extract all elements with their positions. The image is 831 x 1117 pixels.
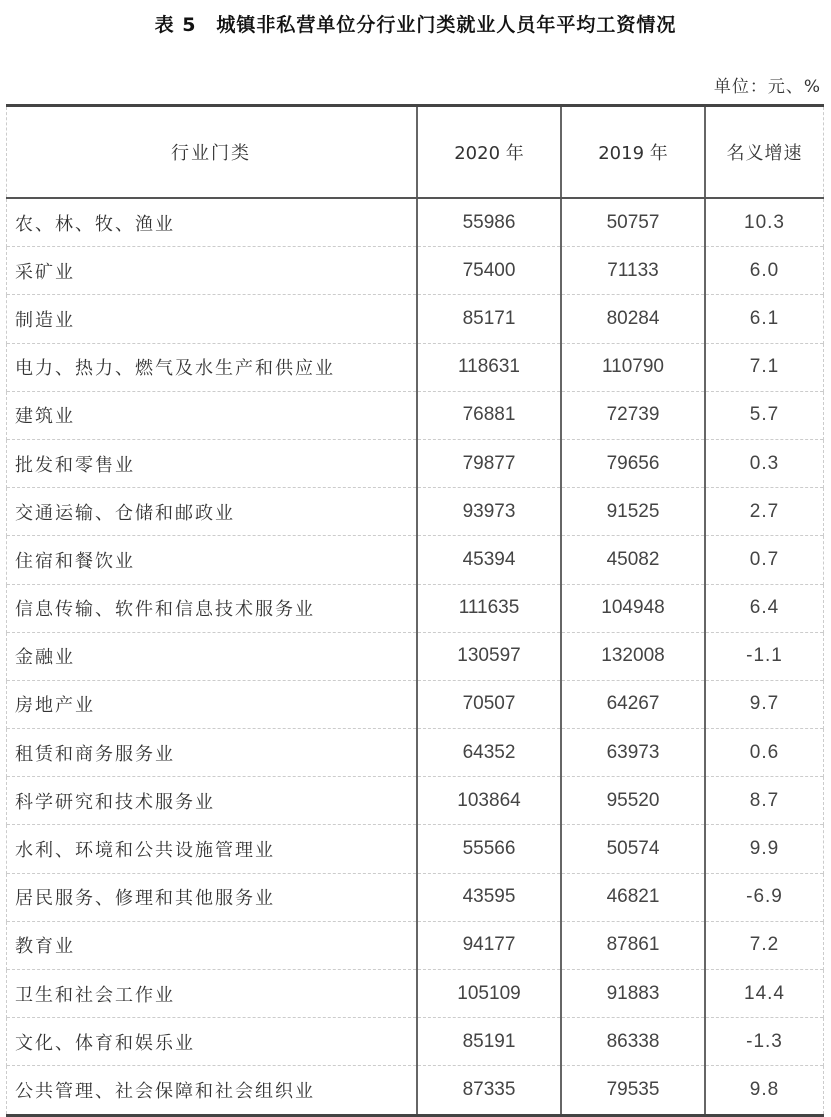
growth-cell: 2.7 — [705, 488, 824, 536]
growth-cell: 6.0 — [705, 247, 824, 295]
table-row — [7, 1066, 824, 1115]
value-2019-cell: 72739 — [561, 391, 705, 439]
growth-cell: 7.2 — [705, 921, 824, 969]
value-2020-cell: 70507 — [417, 680, 561, 728]
value-2020-cell: 79877 — [417, 439, 561, 487]
growth-cell: -1.1 — [705, 632, 824, 680]
industry-cell: 居民服务、修理和其他服务业 — [7, 873, 418, 921]
value-2019-cell: 95520 — [561, 777, 705, 825]
growth-cell: 10.3 — [705, 198, 824, 247]
value-2020-cell: 85191 — [417, 1018, 561, 1066]
value-2019-cell: 87861 — [561, 921, 705, 969]
unit-label: 单位：元、% — [713, 77, 821, 97]
value-2019-cell: 80284 — [561, 295, 705, 343]
growth-cell: 0.7 — [705, 536, 824, 584]
industry-cell: 电力、热力、燃气及水生产和供应业 — [7, 343, 418, 391]
value-2019-cell: 50574 — [561, 825, 705, 873]
industry-cell: 农、林、牧、渔业 — [7, 198, 418, 247]
growth-cell: -6.9 — [705, 873, 824, 921]
value-2020-cell: 93973 — [417, 488, 561, 536]
table-row — [7, 198, 824, 247]
growth-cell: 9.8 — [705, 1066, 824, 1115]
growth-cell: 6.1 — [705, 295, 824, 343]
value-2019-cell: 132008 — [561, 632, 705, 680]
value-2019-cell: 91525 — [561, 488, 705, 536]
value-2019-cell: 63973 — [561, 729, 705, 777]
value-2019-cell: 91883 — [561, 970, 705, 1018]
value-2019-cell: 79656 — [561, 439, 705, 487]
value-2020-cell: 45394 — [417, 536, 561, 584]
industry-cell: 文化、体育和娱乐业 — [7, 1018, 418, 1066]
table-row — [7, 343, 824, 391]
header-2019: 2019 年 — [561, 106, 705, 199]
industry-cell: 卫生和社会工作业 — [7, 970, 418, 1018]
table-row — [7, 825, 824, 873]
header-2020: 2020 年 — [417, 106, 561, 199]
industry-cell: 科学研究和技术服务业 — [7, 777, 418, 825]
industry-cell: 批发和零售业 — [7, 439, 418, 487]
industry-cell: 水利、环境和公共设施管理业 — [7, 825, 418, 873]
value-2020-cell: 85171 — [417, 295, 561, 343]
value-2020-cell: 103864 — [417, 777, 561, 825]
industry-cell: 制造业 — [7, 295, 418, 343]
growth-cell: 0.6 — [705, 729, 824, 777]
value-2020-cell: 76881 — [417, 391, 561, 439]
table-row — [7, 1018, 824, 1066]
wage-table — [6, 104, 824, 1117]
industry-cell: 交通运输、仓储和邮政业 — [7, 488, 418, 536]
table-row — [7, 247, 824, 295]
value-2019-cell: 46821 — [561, 873, 705, 921]
industry-cell: 信息传输、软件和信息技术服务业 — [7, 584, 418, 632]
growth-cell: 9.7 — [705, 680, 824, 728]
value-2020-cell: 87335 — [417, 1066, 561, 1115]
industry-cell: 金融业 — [7, 632, 418, 680]
table-row — [7, 536, 824, 584]
growth-cell: 0.3 — [705, 439, 824, 487]
table-row — [7, 391, 824, 439]
table-row — [7, 584, 824, 632]
header-industry: 行业门类 — [7, 106, 418, 199]
table-row — [7, 680, 824, 728]
value-2020-cell: 118631 — [417, 343, 561, 391]
value-2019-cell: 50757 — [561, 198, 705, 247]
header-growth: 名义增速 — [705, 106, 824, 199]
value-2020-cell: 111635 — [417, 584, 561, 632]
value-2020-cell: 55566 — [417, 825, 561, 873]
value-2019-cell: 45082 — [561, 536, 705, 584]
growth-cell: 9.9 — [705, 825, 824, 873]
industry-cell: 住宿和餐饮业 — [7, 536, 418, 584]
value-2020-cell: 43595 — [417, 873, 561, 921]
value-2019-cell: 71133 — [561, 247, 705, 295]
table-row — [7, 921, 824, 969]
industry-cell: 采矿业 — [7, 247, 418, 295]
value-2020-cell: 64352 — [417, 729, 561, 777]
growth-cell: 6.4 — [705, 584, 824, 632]
table-row — [7, 632, 824, 680]
value-2019-cell: 64267 — [561, 680, 705, 728]
growth-cell: 8.7 — [705, 777, 824, 825]
value-2019-cell: 104948 — [561, 584, 705, 632]
table-row — [7, 970, 824, 1018]
header-row — [7, 106, 824, 199]
industry-cell: 房地产业 — [7, 680, 418, 728]
growth-cell: -1.3 — [705, 1018, 824, 1066]
value-2020-cell: 130597 — [417, 632, 561, 680]
table-row — [7, 439, 824, 487]
value-2019-cell: 79535 — [561, 1066, 705, 1115]
industry-cell: 教育业 — [7, 921, 418, 969]
table-row — [7, 777, 824, 825]
value-2020-cell: 94177 — [417, 921, 561, 969]
table-row — [7, 295, 824, 343]
industry-cell: 公共管理、社会保障和社会组织业 — [7, 1066, 418, 1115]
value-2020-cell: 55986 — [417, 198, 561, 247]
industry-cell: 租赁和商务服务业 — [7, 729, 418, 777]
table-row — [7, 729, 824, 777]
growth-cell: 7.1 — [705, 343, 824, 391]
value-2020-cell: 105109 — [417, 970, 561, 1018]
value-2020-cell: 75400 — [417, 247, 561, 295]
table-row — [7, 488, 824, 536]
value-2019-cell: 110790 — [561, 343, 705, 391]
industry-cell: 建筑业 — [7, 391, 418, 439]
table-row — [7, 873, 824, 921]
table-title: 表 5 城镇非私营单位分行业门类就业人员年平均工资情况 — [154, 14, 677, 36]
growth-cell: 14.4 — [705, 970, 824, 1018]
growth-cell: 5.7 — [705, 391, 824, 439]
value-2019-cell: 86338 — [561, 1018, 705, 1066]
